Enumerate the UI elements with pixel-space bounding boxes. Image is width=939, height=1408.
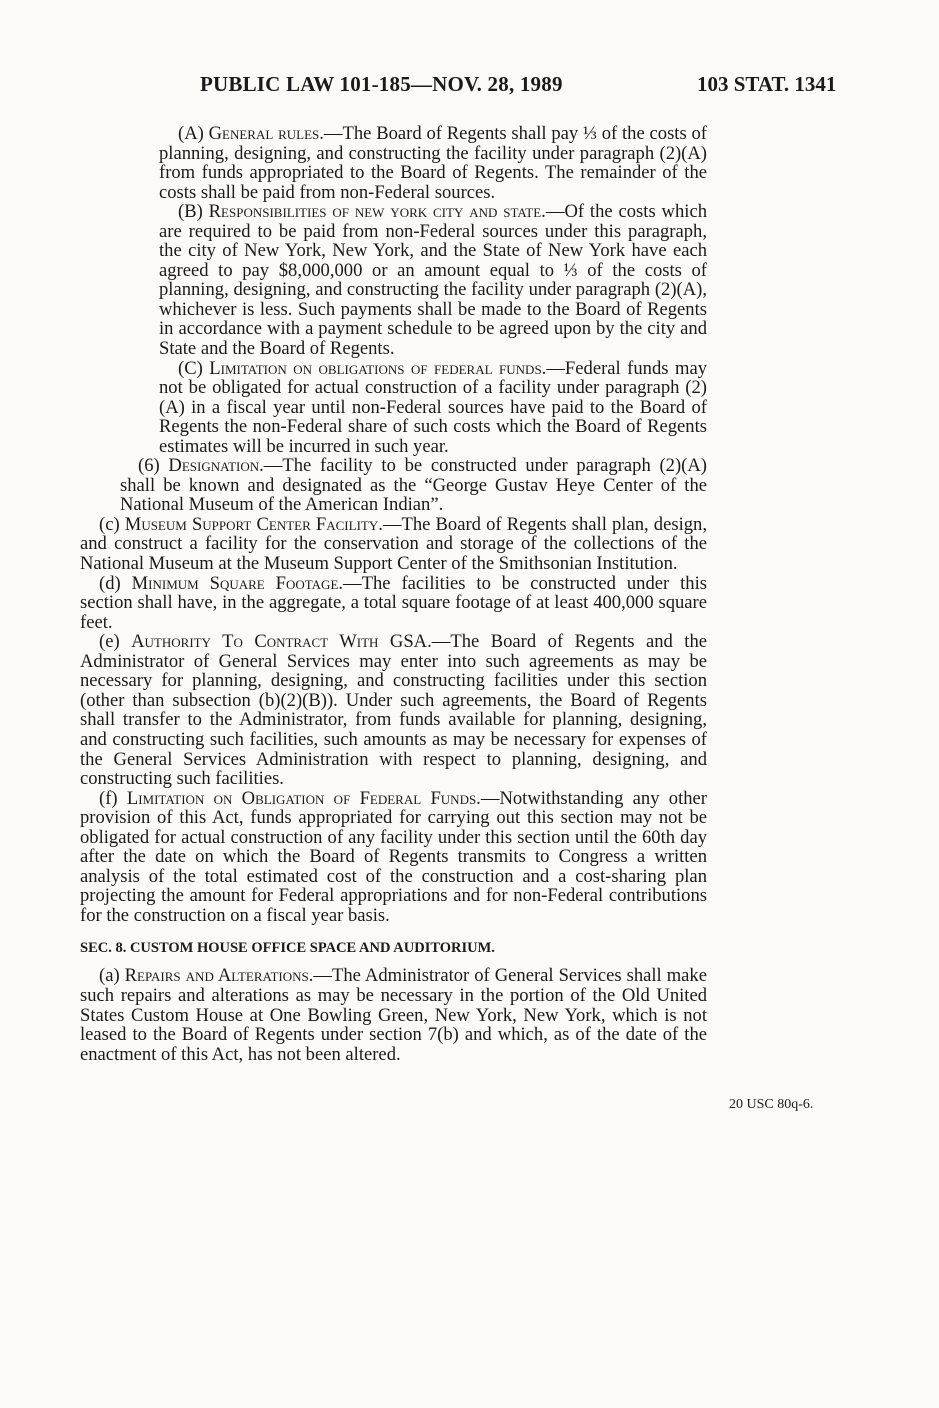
paragraph-heading: Minimum Square Footage. bbox=[131, 572, 344, 594]
paragraph-heading: Repairs and Alterations. bbox=[124, 965, 314, 987]
paragraph-a-general-rules: (A) General rules.—The Board of Regents shall pay ⅓ of the costs of planning, designing, and constructing the facility under paragraph (2)(A) from funds appropriated to the Board of Regents. The remainder of the costs shall be paid from non-Federal sources. bbox=[159, 123, 707, 203]
paragraph-heading: Responsibilities of new york city and state. bbox=[208, 201, 546, 223]
paragraph-heading: Limitation on Obligation of Federal Funds. bbox=[126, 787, 481, 809]
page-header-stat: 103 STAT. 1341 bbox=[697, 72, 837, 96]
subsection-d-minimum-footage: (d) Minimum Square Footage.—The facilities to be constructed under this section shall have, in the aggregate, a total square footage of at least 400,000 square feet. bbox=[80, 572, 707, 633]
paragraph-heading: Authority To Contract With GSA. bbox=[131, 631, 432, 653]
section-8-subsection-a-repairs: (a) Repairs and Alterations.—The Administrator of General Services shall make such repairs and alterations as may be necessary in the portion of the Old United States Custom House at One Bowling Green, New York, New York, which is not leased to the Board of Regents under section 7(b) and which, as of the date of the enactment of this Act, has not been altered. bbox=[80, 965, 707, 1065]
paragraph-heading: Designation. bbox=[168, 455, 264, 477]
paragraph-b-responsibilities: (B) Responsibilities of new york city and state.—Of the costs which are required to be paid from non-Federal sources under this paragraph, the city of New York, New York, and the State of New York have each agreed to pay $8,000,000 or an amount equal to ⅓ of the costs of planning, designing, and constructing the facility under paragraph (2)(A), whichever is less. Such payments shall be made to the Board of Regents in accordance with a payment schedule to be agreed upon by the city and State and the Board of Regents. bbox=[159, 201, 707, 360]
paragraph-heading: Museum Support Center Facility. bbox=[124, 513, 383, 535]
subsection-f-limitation-federal-funds: (f) Limitation on Obligation of Federal Funds.—Notwithstanding any other provision of this Act, funds appropriated for carrying out this section may not be obligated for actual construction of any facility under this section until the 60th day after the date on which the Board of Regents transmits to Congress a written analysis of the total estimated cost of the construction and a cost-sharing plan projecting the amount for Federal appropriations and for non-Federal contributions for the construction on a fiscal year basis. bbox=[80, 787, 707, 926]
document-body bbox=[80, 124, 707, 1064]
margin-citation-note: 20 USC 80q-6. bbox=[729, 1097, 814, 1112]
section-8-heading: SEC. 8. CUSTOM HOUSE OFFICE SPACE AND AUDITORIUM. bbox=[80, 940, 495, 957]
paragraph-6-designation: (6) Designation.—The facility to be constructed under paragraph (2)(A) shall be known and designated as the “George Gustav Heye Center of the National Museum of the American Indian”. bbox=[120, 455, 707, 516]
paragraph-heading: Limitation on obligations of federal funds. bbox=[209, 357, 547, 379]
paragraph-heading: General rules. bbox=[208, 123, 324, 144]
paragraph-c-limitation-obligations: (C) Limitation on obligations of federal funds.—Federal funds may not be obligated for actual construction of a facility under paragraph (2)(A) in a fiscal year until non-Federal sources have paid to the Board of Regents the non-Federal share of such costs which the Board of Regents estimates will be incurred in such year. bbox=[159, 357, 707, 457]
subsection-c-museum-support: (c) Museum Support Center Facility.—The Board of Regents shall plan, design, and construct a facility for the conservation and storage of the collections of the National Museum at the Museum Support Center of the Smithsonian Institution. bbox=[80, 513, 707, 575]
page-header-title: PUBLIC LAW 101-185—NOV. 28, 1989 bbox=[200, 72, 563, 96]
subsection-e-authority-gsa: (e) Authority To Contract With GSA.—The Board of Regents and the Administrator of General Services may enter into such agreements as may be necessary for planning, designing, and constructing facilities under this section (other than subsection (b)(2)(B)). Under such agreements, the Board of Regents shall transfer to the Administrator, from funds available for planning, designing, and constructing such facilities, such amounts as may be necessary for expenses of the General Services Administration with respect to planning, designing, and constructing such facilities. bbox=[80, 631, 707, 790]
